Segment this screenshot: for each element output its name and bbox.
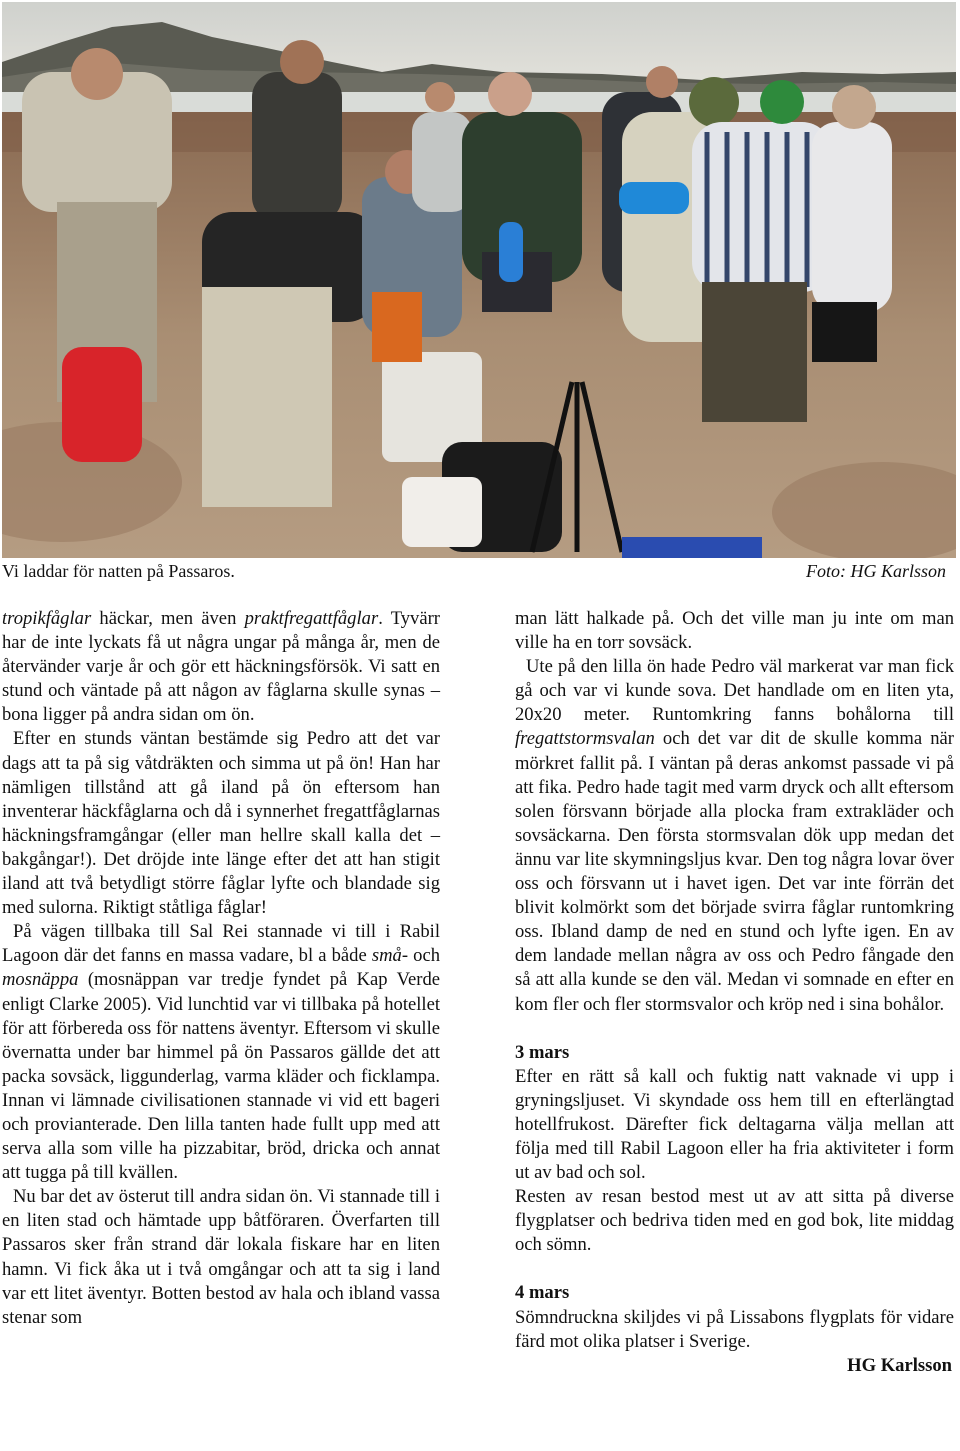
- section-heading: 4 mars: [515, 1282, 570, 1304]
- paragraph: Efter en stunds väntan bestämde sig Pedro att det var dags att ta på sig våtdräkten och simma ut på ön! Han har nämligen tillstånd att gå iland på ön eftersom han inventerar häckfåglarna och då i synnerhet fregattfåglarnas häckningsframgångar (eller man hellre skall kalla det –bakgångar!). Det dröjde inte länge efter det att han stigit iland att två betydligt större fåglar lyfte och blandade sig med sulorna. Riktigt ståtliga fåglar!: [2, 728, 440, 919]
- paragraph: man lätt halkade på. Och det ville man ju inte om man ville ha en torr sovsäck.: [515, 608, 954, 654]
- author-signature: HG Karlsson: [847, 1354, 952, 1376]
- section-heading: 3 mars: [515, 1041, 570, 1063]
- paragraph: På vägen tillbaka till Sal Rei stannade vi till i Rabil Lagoon där det fanns en massa vadare, bl a både små- och mosnäppa (mosnäppan var tredje fyndet på Kap Verde enligt Clarke 2005). Vid lunchtid var vi tillbaka på hotellet för att förbereda oss för nattens äventyr. Eftersom vi skulle övernatta under bar himmel på ön Passaros gällde det att packa sovsäck, liggunderlag, varma kläder och ficklampa. Innan vi lämnade civilisationen stannade vi vid ett bageri och provianterade. Den lilla tanten hade fullt upp med att serva alla som ville ha pizzabitar, bröd, dricka och annat att tugga på till kvällen.: [2, 921, 440, 1184]
- paragraph: tropikfåglar häckar, men även praktfregattfåglar. Tyvärr har de inte lyckats få ut några ungar på många år, men de återvänder varje år och gör ett häckningsförsök. Vi satt en stund och väntade på att någon av fåglarna skulle synas – bona ligger på andra sidan om ön.: [2, 608, 440, 726]
- paragraph: Ute på den lilla ön hade Pedro väl markerat var man fick gå och var vi kunde sova. Det handlade om en liten yta, 20x20 meter. Runtomkring fanns bohålorna till fregattstormsvalan och det var dit de skulle komma när mörkret fallit på. I väntan på deras ankomst passade vi på att fika. Pedro hade tagit med varm dryck och allt eftersom solen försvann började alla plocka fram extrakläder och sovsäckarna. Den första stormsvalan dök upp medan det ännu var lite skymningsljus kvar. Den tog några lovar över oss och försvann ut i havet igen. Det var inte förrän det blivit kolmörkt som det började svirra fåglar runtomkring oss. Ibland damp de ned en stund och lyfte igen. En av dem landade mellan några av oss och Pedro fångade den så att alla kunde se den väl. Medan vi somnade en efter en kom fler och fler stormsvalor och kröp ned i sina bohålor.: [515, 656, 954, 1015]
- photo-caption: Vi laddar för natten på Passaros.: [2, 561, 235, 581]
- paragraph: Nu bar det av österut till andra sidan ön. Vi stannade till i en liten stad och hämtade upp båtföraren. Överfarten till Passaros sker från strand där lokala fiskare har en liten hamn. Vi fick åka ut i två omgångar och att ta sig i land var ett litet äventyr. Botten bestod av hala och ibland vassa stenar som: [2, 1186, 440, 1328]
- photo-caption-row: [2, 560, 946, 582]
- photo-credit: Foto: HG Karlsson: [805, 561, 946, 581]
- group-photo: [2, 2, 956, 558]
- text-column-right: [515, 607, 954, 1378]
- text-column-left: [2, 607, 440, 1330]
- paragraph: Sömndruckna skiljdes vi på Lissabons flygplats för vidare färd mot olika platser i Sverige.: [515, 1306, 954, 1352]
- paragraph: Resten av resan bestod mest ut av att sitta på diverse flygplatser och bedriva tiden med en god bok, lite middag och sömn.: [515, 1186, 954, 1256]
- paragraph: Efter en rätt så kall och fuktig natt vaknade vi upp i gryningsljuset. Vi skyndade oss hem till en efterlängtad hotellfrukost. Därefter fick deltagarna välja mellan att följa med till Rabil Lagoon eller ha fria aktiviteter i form ut av bad och sol.: [515, 1065, 954, 1184]
